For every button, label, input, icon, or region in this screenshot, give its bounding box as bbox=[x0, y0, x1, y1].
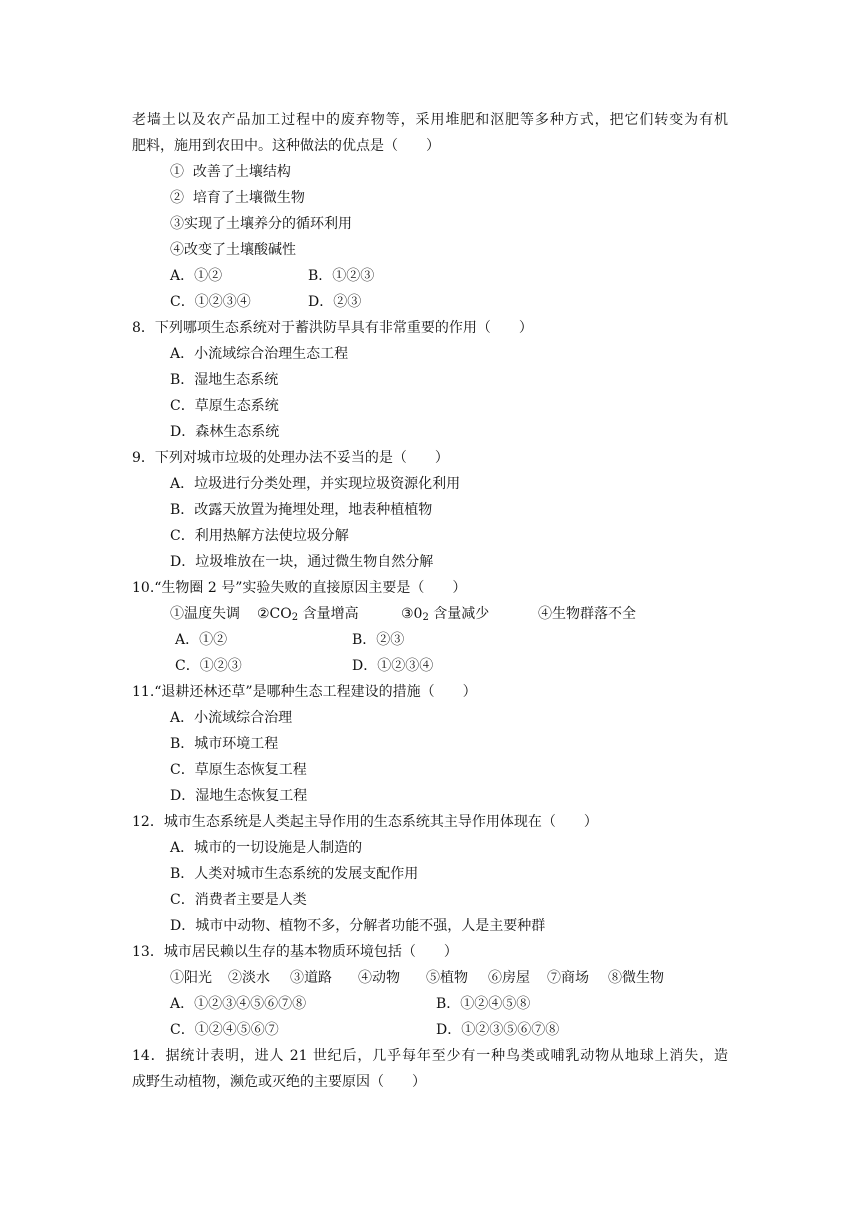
question-stem: 9．下列对城市垃圾的处理办法不妥当的是（ ） bbox=[132, 450, 449, 466]
answer-option: B．湿地生态系统 bbox=[170, 372, 279, 388]
statement-item: ⑧微生物 bbox=[608, 970, 664, 986]
question-stem: 12．城市生态系统是人类起主导作用的生态系统其主导作用体现在（ ） bbox=[132, 814, 598, 830]
statement-item: ⑥房屋 bbox=[488, 970, 530, 986]
question-stem: 8．下列哪项生态系统对于蓄洪防旱具有非常重要的作用（ ） bbox=[132, 320, 533, 336]
answer-option: A．小流域综合治理生态工程 bbox=[170, 346, 349, 362]
answer-option: C．①②③④ bbox=[170, 294, 251, 310]
statement: ① 改善了土壤结构 bbox=[170, 164, 291, 180]
answer-option: A．城市的一切设施是人制造的 bbox=[170, 840, 363, 856]
answer-option: D．森林生态系统 bbox=[170, 424, 280, 440]
answer-option: D．垃圾堆放在一块，通过微生物自然分解 bbox=[170, 554, 434, 570]
statement: ③实现了土壤养分的循环利用 bbox=[170, 216, 352, 232]
question-stem: 11.“退耕还林还草”是哪种生态工程建设的措施（ ） bbox=[132, 684, 477, 700]
answer-option: C．利用热解方法使垃圾分解 bbox=[170, 528, 349, 544]
answer-option: D．②③ bbox=[308, 294, 362, 310]
statement-item: ②淡水 bbox=[228, 970, 270, 986]
answer-option: C．草原生态系统 bbox=[170, 398, 279, 414]
statement-item: ④动物 bbox=[358, 970, 400, 986]
answer-option: D．①②③④ bbox=[352, 658, 434, 674]
answer-option: C．①②④⑤⑥⑦ bbox=[170, 1022, 279, 1038]
question-stem: 10.“生物圈 2 号”实验失败的直接原因主要是（ ） bbox=[132, 580, 467, 596]
question-stem: 14．据统计表明，进人 21 世纪后，几乎每年至少有一种鸟类或哺乳动物从地球上消失，造 bbox=[132, 1048, 728, 1064]
answer-option: A．垃圾进行分类处理，并实现垃圾资源化利用 bbox=[170, 476, 461, 492]
answer-option: B．①②③ bbox=[308, 268, 375, 284]
answer-option: C．①②③ bbox=[175, 658, 242, 674]
statement: ④改变了土壤酸碱性 bbox=[170, 242, 296, 258]
answer-option: B．②③ bbox=[352, 632, 405, 648]
answer-option: A．①②③④⑤⑥⑦⑧ bbox=[170, 996, 307, 1012]
statement-item: $③0_2$ 含量减少 bbox=[401, 606, 490, 623]
statement-item: ⑤植物 bbox=[426, 970, 468, 986]
question-stem: 13．城市居民赖以生存的基本物质环境包括（ ） bbox=[132, 944, 458, 960]
answer-option: A．①② bbox=[170, 268, 223, 284]
answer-option: A．小流域综合治理 bbox=[170, 710, 293, 726]
answer-option: A．①② bbox=[175, 632, 228, 648]
question-stem-continued: 成野生动植物，濒危或灭绝的主要原因（ ） bbox=[132, 1074, 426, 1090]
statement-item: ③道路 bbox=[290, 970, 332, 986]
answer-option: C．消费者主要是人类 bbox=[170, 892, 307, 908]
answer-option: B．人类对城市生态系统的发展支配作用 bbox=[170, 866, 419, 882]
statement-item: $②CO_2$ 含量增高 bbox=[257, 606, 359, 623]
answer-option: C．草原生态恢复工程 bbox=[170, 762, 307, 778]
answer-option: D．①②③⑤⑥⑦⑧ bbox=[436, 1022, 560, 1038]
statement-item: ①阳光 bbox=[170, 970, 212, 986]
statement-item: ①温度失调 bbox=[170, 606, 240, 622]
intro-line-2: 肥料，施用到农田中。这种做法的优点是（ ） bbox=[132, 138, 440, 154]
statement-item: ⑦商场 bbox=[547, 970, 589, 986]
answer-option: D．城市中动物、植物不多，分解者功能不强，人是主要种群 bbox=[170, 918, 546, 934]
answer-option: D．湿地生态恢复工程 bbox=[170, 788, 308, 804]
answer-option: B．改露天放置为掩埋处理，地表种植植物 bbox=[170, 502, 433, 518]
answer-option: B．城市环境工程 bbox=[170, 736, 279, 752]
statement-item: ④生物群落不全 bbox=[538, 606, 636, 622]
answer-option: B．①②④⑤⑧ bbox=[436, 996, 531, 1012]
statement: ② 培育了土壤微生物 bbox=[170, 190, 305, 206]
intro-line-1: 老墙土以及农产品加工过程中的废弃物等，采用堆肥和沤肥等多种方式，把它们转变为有机 bbox=[132, 112, 728, 128]
